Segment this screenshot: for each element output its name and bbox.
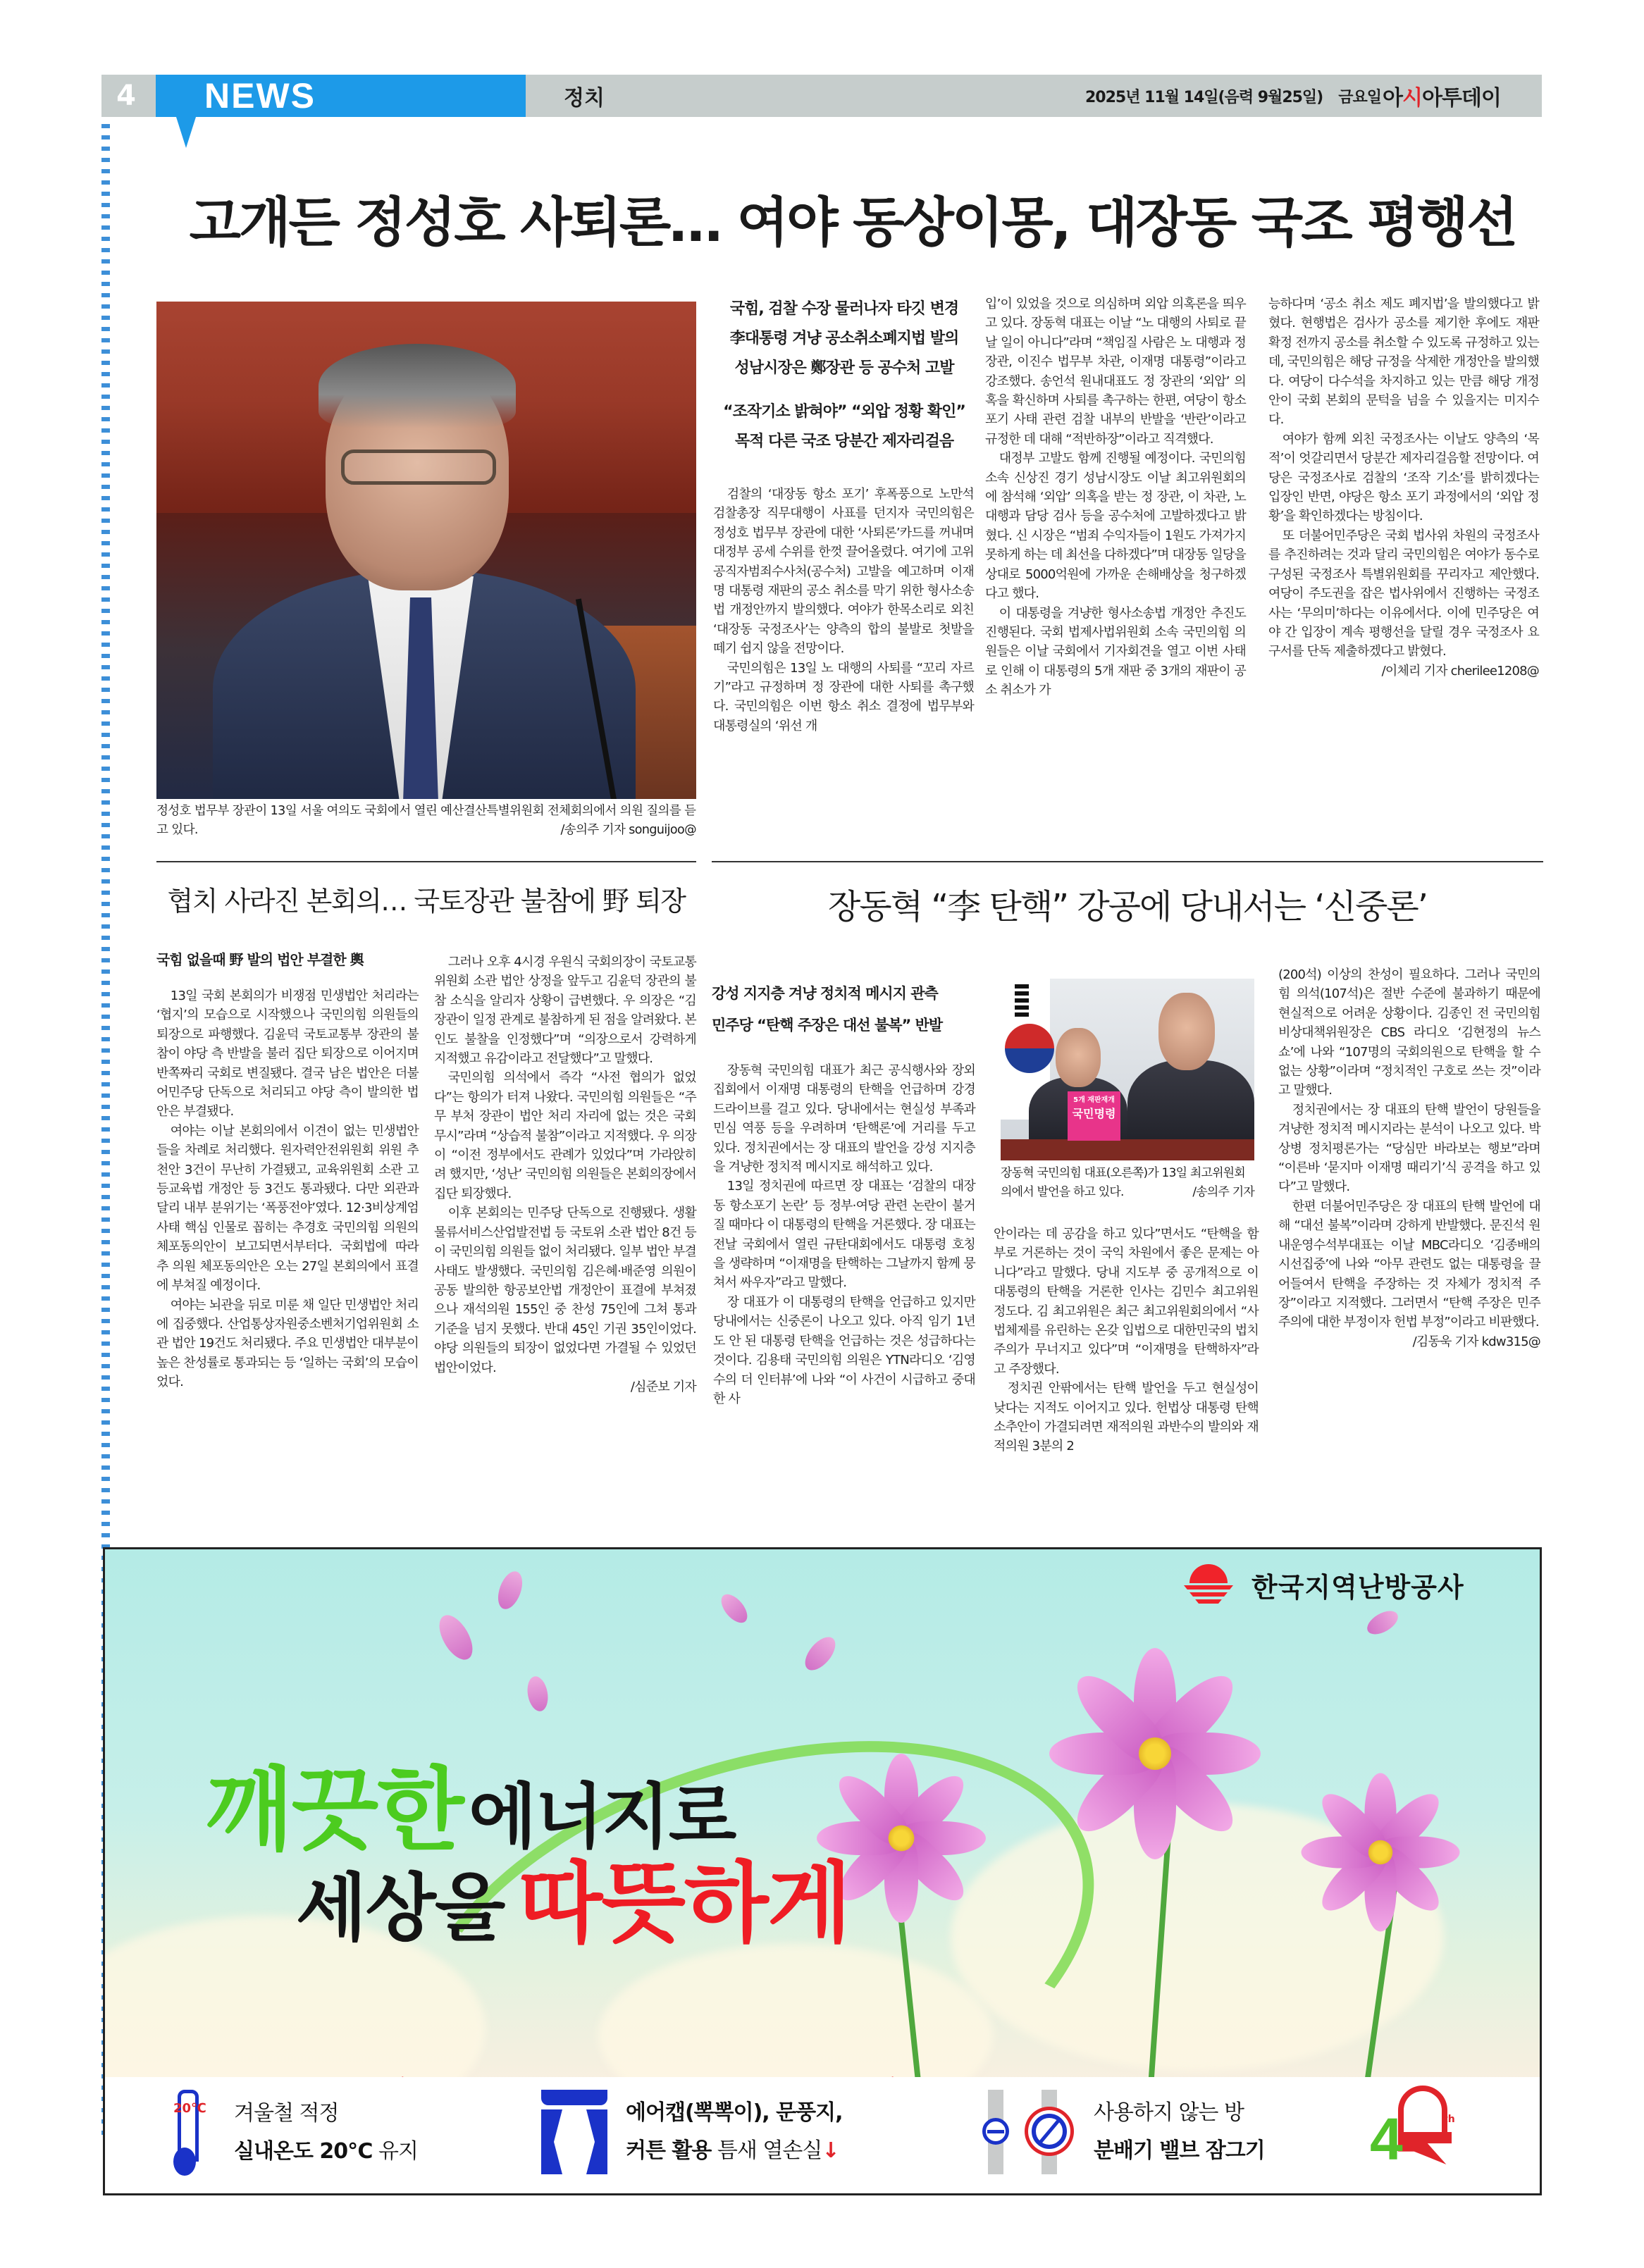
ad-slogan-line — [206, 1758, 736, 1863]
paragraph: 국민의힘 의석에서 즉각 “사전 협의가 없었다”는 항의가 터져 나왔다. 국민의힘 의원들은 “주무 부처 장관이 법안 처리 자리에 없는 것은 국회 무시”라며 “상습적 불참”이라고 지적했다. 우 의장이 “이전 정부에서도 관례가 있었다”며 가라앉히려 했지만, ‘성난’ 국민의힘 의원들은 본회의장에서 집단 퇴장했다. — [434, 1070, 696, 1201]
paragraph: 또 더불어민주당은 국회 법사위 차원의 국정조사를 추진하려는 것과 달리 국민의힘은 여야가 동수로 구성된 국정조사 특별위원회를 꾸리자고 제안했다. 여당이 주도권을 잡은 법사위에서 진행하는 국정조사는 ‘무의미’하다는 이유에서다. 이에 민주당은 여야 간 입장이 계속 평행선을 달릴 경우 국정조사 요구서를 단독 제출하겠다고 밝혔다. — [1268, 528, 1539, 659]
story-headline: 장동혁 “李 탄핵” 강공에 당내서는 ‘신중론’ — [827, 887, 1428, 927]
cosmos-flower-icon — [862, 1799, 941, 1878]
article-column — [1268, 295, 1539, 681]
paragraph: 안이라는 데 공감을 하고 있다”면서도 “탄핵을 함부로 거론하는 것이 국익 차원에서 좋은 문제는 아니다”라고 말했다. 당내 지도부 중 공개적으로 이 대통령의 탄핵을 거론한 인사는 김민수 최고위원 정도다. 김 최고위원은 최근 최고위원회의에서 “사법체제를 유린하는 온갖 입법으로 대한민국의 법치주의가 무너지고 있다”며 “이재명을 탄핵하자”라고 주장했다. — [994, 1227, 1259, 1377]
photo-credit: /송의주 기자 songuijoo@ — [560, 823, 696, 837]
paragraph: 대정부 고발도 함께 진행될 예정이다. 국민의힘 소속 신상진 경기 성남시장도 이날 최고위원회의에 참석해 ‘외압’ 의혹을 받는 정 장관, 이 차관, 노 대행과 담당 검사 등을 공수처에 고발하겠다고 밝혔다. 신 시장은 “범죄 수익자들이 1원도 가져가지 못하게 하는 데 최선을 다하겠다”며 대장동 일당을 상대로 5000억원에 가까운 손해배상을 청구하겠다고 했다. — [985, 451, 1246, 602]
caption-text: 장동혁 국민의힘 대표(오른쪽)가 13일 최고위원회의에서 발언을 하고 있다. — [1001, 1166, 1245, 1199]
cosmos-flower-icon — [1092, 1690, 1218, 1817]
ad-slogan-line — [296, 1853, 851, 1954]
paragraph: 13일 정치권에 따르면 장 대표는 ‘검찰의 대장동 항소포기 논란’ 등 정부·여당 관련 논란이 불거질 때마다 이 대통령의 탄핵을 거론했다. 장 대표는 전날 국회에서 열린 규탄대회에서도 대통령 호칭을 생략하며 “이재명을 탄핵하는 그날까지 함께 뭉쳐서 싸우자”라고 말했다. — [713, 1179, 975, 1291]
photo-caption — [156, 802, 696, 840]
slogan-text: 세상을 — [296, 1865, 505, 1951]
dateline — [1085, 75, 1381, 117]
paragraph: 검찰의 ‘대장동 항소 포기’ 후폭풍으로 노만석 검찰총장 직무대행이 사표를 던지자 국민의힘은 정성호 법무부 장관에 대한 ‘사퇴론’카드를 꺼내며 대정부 공세 수위를 한껏 끌어올렸다. 여기에 고위공직자범죄수사처(공수처) 고발을 예고하며 이재명 대통령 재판의 공소 취소를 막기 위한 형사소송법 개정안까지 발의했다. 여야가 한목소리로 외친 ‘대장동 국정조사’는 양측의 합의 불발로 첫발을 떼기 쉽지 않을 전망이다. — [713, 487, 974, 657]
logo-accent: 시 — [1402, 86, 1422, 111]
byline: /김동욱 기자 kdw315@ — [1412, 1334, 1540, 1349]
article-column — [985, 295, 1246, 700]
tip-line: 틈새 열손실 — [711, 2138, 822, 2163]
divider — [712, 861, 1543, 862]
byline: /이체리 기자 cherilee1208@ — [1381, 663, 1539, 678]
tip-emphasis: 분배기 밸브 잠그기 — [1094, 2138, 1265, 2163]
tip-emphasis: 실내온도 20℃ — [234, 2139, 373, 2164]
paragraph: 여야가 함께 외친 국정조사는 이날도 양측의 ‘목적’이 엇갈리면서 당분간 제자리걸음할 전망이다. 여당은 국정조사로 검찰의 ‘조작 기소’를 밝히겠다는 입장인 반면, 야당은 항소 포기 과정에서의 ‘외압 정황’을 확인하겠다는 방침이다. — [1268, 431, 1539, 524]
deck-line: 민주당 “탄핵 주장은 대선 불복” 반발 — [712, 1017, 943, 1034]
anniversary-suffix: th — [1443, 2114, 1455, 2125]
advertiser-name: 한국지역난방공사 — [1251, 1571, 1464, 1603]
byline: /심준보 기자 — [630, 1379, 696, 1394]
masthead-logo — [1383, 75, 1501, 117]
tip-line: 에어캡(뽁뽁이), 문풍지, — [626, 2100, 843, 2125]
paragraph: (200석) 이상의 찬성이 필요하다. 그러나 국민의힘 의석(107석)은 절반 수준에 불과하기 때문에 현실적으로 어려운 상황이다. 김종인 전 국민의힘 비상대책위원장은 CBS 라디오 ‘김현정의 뉴스쇼’에 나와 “107명의 국회의원으로 탄핵을 할 수 없는 상황”이라며 “정치적인 구호로 쓰는 것”이라고 말했다. — [1278, 967, 1540, 1098]
paragraph: 장동혁 국민의힘 대표가 최근 공식행사와 장외 집회에서 이재명 대통령의 탄핵을 언급하며 강경 드라이브를 걸고 있다. 당내에서는 현실성 부족과 민심 역풍 등을 우려하며 ‘탄핵론’에 거리를 두고 있다. 정치권에서는 장 대표의 발언을 강성 지지층을 겨냥한 정치적 메시지로 해석하고 있다. — [713, 1063, 975, 1175]
photo-caption — [1001, 1164, 1254, 1202]
main-headline: 고개든 정성호 사퇴론… 여야 동상이몽, 대장동 국조 평행선 — [189, 191, 1516, 254]
page-number: 4 — [116, 80, 136, 112]
tip-line: 유지 — [372, 2139, 418, 2164]
logo-part: 아투데이 — [1421, 86, 1501, 111]
news-photo-party-leader — [1001, 979, 1254, 1160]
article-column — [156, 986, 419, 1392]
deck-line: 강성 지지층 겨냥 정치적 메시지 관측 — [712, 985, 938, 1002]
article-column — [1278, 965, 1540, 1351]
paragraph: 장 대표가 이 대통령의 탄핵을 언급하고 있지만 당내에서는 신중론이 나오고 있다. 아직 임기 1년도 안 된 대통령 탄핵을 언급하는 것은 성급하다는 것이다. 김용태 국민의힘 의원은 YTN라디오 ‘김영수의 더 인터뷰’에 나와 “이 사건이 시급하고 중대한 사 — [713, 1294, 975, 1406]
energy-tip — [541, 2090, 842, 2174]
tip-emphasis: 커튼 활용 — [626, 2138, 712, 2163]
deck-line: 李대통령 겨냥 공소취소폐지법 발의 — [729, 330, 959, 347]
curtain-icon — [541, 2090, 607, 2174]
paragraph: 그러나 오후 4시경 우원식 국회의장이 국토교통위원회 소관 법안 상정을 앞두고 김윤덕 장관의 불참 소식을 알리자 상황이 급변했다. 우 의장은 “김 장관이 일정 관계로 불참하게 된 점을 알려왔다. 본인도 불찰을 인정했다”며 “의장으로서 강력하게 지적했고 유감이라고 전달했다”고 말했다. — [434, 955, 696, 1067]
news-photo-minister — [156, 302, 696, 799]
sunrise-logo-icon — [1184, 1564, 1233, 1605]
story-deck — [712, 978, 977, 1041]
tip-line: 겨울철 적정 — [234, 2101, 339, 2126]
temperature-badge: 20℃ — [173, 2101, 206, 2116]
deck-line: 국힘, 검찰 수장 물러나자 타깃 변경 — [729, 300, 959, 318]
section-name: 정치 — [564, 86, 605, 111]
paragraph: 이후 본회의는 민주당 단독으로 진행됐다. 생활물류서비스산업발전법 등 국토위 소관 법안 8건 등이 국민의힘 의원들 없이 처리됐다. 일부 법안 부결 사태도 발생했다. 국민의힘 김은혜·배준영 의원이 공동 발의한 항공보안법 개정안이 표결에 부쳐졌으나 재석의원 155인 중 찬성 75인에 그쳐 통과 기준을 넘지 못했다. 반대 45인 기권 35인이었다. 야당 의원들의 퇴장이 없었다면 가결될 수 있었던 법안이었다. — [434, 1206, 696, 1375]
slogan-text: 에너지로 — [468, 1776, 736, 1858]
deck-line: “조작기소 밝혀야” “외압 정황 확인” — [723, 403, 965, 421]
paragraph: 여야는 뇌관을 뒤로 미룬 채 일단 민생법안 처리에 집중했다. 산업통상자원중소벤처기업위원회 소관 법안 19건도 처리됐다. 주요 민생법안 대부분이 높은 찬성률로 통과되는 등 ‘일하는 국회’의 모습이었다. — [156, 1297, 419, 1390]
photo-credit: /송의주 기자 — [1192, 1185, 1254, 1199]
deck-line: 목적 다른 국조 당분간 제자리걸음 — [734, 433, 954, 450]
advertiser-logo — [1184, 1564, 1464, 1605]
article-column — [434, 953, 696, 1396]
paragraph: 여야는 이날 본회의에서 이견이 없는 민생법안들을 차례로 처리했다. 원자력안전위원회 위원 추천안 3건이 무난히 가결됐고, 교육위원회 소관 고등교육법 개정안 등 3건도 통과됐다. 다만 외관과 달리 내부 분위기는 ‘폭풍전야’였다. 12·3비상계엄 사태 핵심 인물로 꼽히는 추경호 국민의힘 의원의 체포동의안이 보고되면서부터다. 국회법에 따라 추 의원 체포동의안은 오는 27일 본회의에서 표결에 부쳐질 예정이다. — [156, 1123, 419, 1294]
anniversary-number: 4 — [1370, 2106, 1403, 2172]
story-headline: 협치 사라진 본회의… 국토장관 불참에 野 퇴장 — [167, 886, 686, 917]
energy-tip — [981, 2090, 1265, 2174]
story-deck — [712, 295, 977, 457]
valve-icon — [981, 2090, 1080, 2174]
sign-text: 국민명령 — [1072, 1107, 1116, 1120]
article-column — [713, 1061, 975, 1408]
slogan-highlight: 깨끗한 — [206, 1758, 463, 1863]
sign-text: 5개 재판재개 — [1073, 1096, 1115, 1104]
tip-line: 사용하지 않는 방 — [1094, 2100, 1244, 2125]
divider — [156, 861, 696, 862]
40th-anniversary-emblem-icon — [1370, 2086, 1454, 2170]
down-arrow-icon: ↓ — [822, 2138, 839, 2163]
issue-date: 2025년 11월 14일(음력 9월25일) — [1085, 88, 1323, 106]
paragraph: 한편 더불어민주당은 장 대표의 탄핵 발언에 대해 “대선 불복”이라며 강하게 반발했다. 문진석 원내운영수석부대표는 이날 MBC라디오 ‘김종배의 시선집중’에 나와 “아무 관련도 없는 대통령을 끌어들여서 탄핵을 주장하는 것 자체가 정치적 주장”이라고 지적했다. 그러면서 “탄핵 주장은 민주주의에 대한 부정이자 헌법 부정”이라고 비판했다. — [1278, 1198, 1540, 1330]
energy-tip — [173, 2090, 418, 2176]
article-column — [994, 1225, 1259, 1456]
cosmos-flower-icon — [1344, 1816, 1418, 1890]
paragraph: 정치권에서는 장 대표의 탄핵 발언이 당원들을 겨냥한 정치적 메시지라는 분석이 나오고 있다. 박상병 정치평론가는 “당심만 바라보는 행보”라며 “이른바 ‘묻지마 이재명 때리기’식 공격을 하고 있다”고 말했다. — [1278, 1102, 1540, 1195]
section-tag: NEWS — [204, 76, 316, 116]
paragraph: 능하다며 ‘공소 취소 제도 폐지법’을 발의했다고 밝혔다. 현행법은 검사가 공소를 제기한 후에도 재판 확정 전까지 공소를 취소할 수 있도록 규정하고 있는데, 국민의힘은 해당 규정을 삭제한 개정안을 발의했다. 여당이 다수석을 차지하고 있는 만큼 해당 개정안이 국회 본회의 문턱을 넘을 수 있을지는 미지수다. — [1268, 297, 1539, 428]
deck-line: 성남시장은 鄭장관 등 공수처 고발 — [734, 359, 954, 377]
tab-pointer-icon — [176, 117, 196, 148]
paragraph: 입’이 있었을 것으로 의심하며 외압 의혹론을 띄우고 있다. 장동혁 대표는 이날 “노 대행의 사퇴로 끝날 일이 아니다”라며 “책임질 사람은 노 대행과 정 장관, 이진수 법무부 차관, 이재명 대통령”이라고 강조했다. 송언석 원내대표도 정 장관의 ‘외압’ 의혹을 확신하며 사퇴를 촉구하는 한편, 여당이 항소 포기 사태 관련 검찰 내부의 반발을 ‘반란’이라고 규정한 데 대해 “적반하장”이라고 직격했다. — [985, 297, 1246, 447]
paragraph: 정치권 안팎에서는 탄핵 발언을 두고 현실성이 낮다는 지적도 이어지고 있다. 헌법상 대통령 탄핵소추안이 가결되려면 재적의원 과반수의 발의와 재적의원 3분의 2 — [994, 1381, 1259, 1454]
logo-part: 아 — [1383, 86, 1402, 111]
slogan-highlight: 따뜻하게 — [518, 1853, 851, 1954]
protest-sign — [1068, 1091, 1120, 1141]
caption-text: 정성호 법무부 장관이 13일 서울 여의도 국회에서 열린 예산결산특별위원회 전체회의에서 의원 질의를 듣고 있다. — [156, 804, 696, 837]
article-column — [713, 485, 974, 736]
paragraph: 이 대통령을 겨냥한 형사소송법 개정안 추진도 진행된다. 국회 법제사법위원회 소속 국민의힘 의원들은 이날 국회에서 기자회견을 열고 이번 사태로 인해 이 대통령의 5개 재판 중 3개의 재판이 공소 취소가 가 — [985, 605, 1246, 698]
paragraph: 13일 국회 본회의가 비쟁점 민생법안 처리라는 ‘협지’의 모습으로 시작했으나 국민의힘 의원들의 퇴장으로 파행했다. 김윤덕 국토교통부 장관의 불참이 야당 측 반발을 불러 집단 퇴장으로 이어지며 반쪽짜리 국회로 변질됐다. 결국 남은 법안은 더불어민주당 단독으로 처리되고 야당 측이 발의한 법안은 부결됐다. — [156, 989, 419, 1120]
paragraph: 국민의힘은 13일 노 대행의 사퇴를 “꼬리 자르기”라고 규정하며 정 장관에 대한 사퇴를 촉구했다. 국민의힘은 이번 항소 취소 결정에 법무부와 대통령실의 ‘위선 개 — [713, 660, 974, 733]
story-subhead: 국힘 없을때 野 발의 법안 부결한 輿 — [156, 951, 364, 968]
issue-weekday: 금요일 — [1338, 88, 1382, 106]
